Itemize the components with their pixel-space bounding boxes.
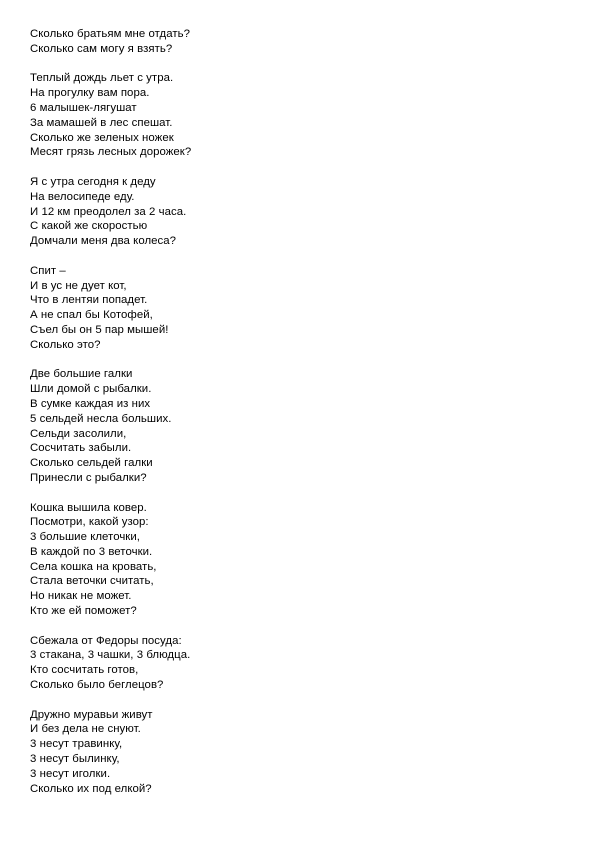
text-line: Домчали меня два колеса? [30,235,177,248]
stanza [30,71,570,160]
text-line: И без дела не снуют. [30,723,141,736]
text-line: В сумке каждая из них [30,397,151,410]
stanza [30,367,570,485]
text-line: Сбежала от Федоры посуда: [30,634,182,647]
text-line: Сельди засолили, [30,427,127,440]
text-line: Сколько сельдей галки [30,457,153,470]
text-line: На велосипеде еду. [30,190,135,203]
stanza [30,708,570,797]
text-line: Сколько их под елкой? [30,782,152,795]
stanza [30,27,570,57]
text-line: На прогулку вам пора. [30,87,150,100]
text-line: 6 малышек-лягушат [30,101,137,114]
text-line: Кошка вышила ковер. [30,501,147,514]
text-line: И в ус не дует кот, [30,279,127,292]
text-line: Стала веточки считать, [30,575,154,588]
text-line: Дружно муравьи живут [30,708,153,721]
poem-text [30,27,570,811]
text-line: 3 несут иголки. [30,767,111,780]
text-line: Сколько братьям мне отдать? [30,28,190,40]
text-line: Сколько это? [30,338,101,351]
text-line: Сколько же зеленых ножек [30,131,174,144]
text-line: Что в лентяи попадет. [30,294,148,307]
text-line: Месят грязь лесных дорожек? [30,146,192,159]
text-line: 3 стакана, 3 чашки, 3 блюдца. [30,649,191,662]
text-line: 5 сельдей несла больших. [30,412,172,425]
text-line: Сколько было беглецов? [30,679,164,692]
text-line: Съел бы он 5 пар мышей! [30,323,169,336]
text-line: Шли домой с рыбалки. [30,383,152,396]
text-line: 3 несут травинку, [30,738,123,751]
stanza [30,175,570,249]
text-line: Села кошка на кровать, [30,560,157,573]
text-line: Кто же ей поможет? [30,605,137,618]
text-line: В каждой по 3 веточки. [30,545,153,558]
text-line: 3 большие клеточки, [30,531,140,544]
text-line: И 12 км преодолел за 2 часа. [30,205,187,218]
text-line: Посмотри, какой узор: [30,516,149,529]
text-line: Но никак не может. [30,590,132,603]
text-line: Сколько сам могу я взять? [30,42,173,55]
text-line: Я с утра сегодня к деду [30,175,156,188]
stanza [30,501,570,619]
text-line: Принесли с рыбалки? [30,471,147,484]
text-line: 3 несут былинку, [30,753,120,766]
stanza [30,634,570,693]
text-line: А не спал бы Котофей, [30,309,153,322]
text-line: Две большие галки [30,368,133,381]
text-line: Кто сосчитать готов, [30,664,139,677]
stanza [30,264,570,353]
text-line: Сосчитать забыли. [30,442,132,455]
text-line: Теплый дождь льет с утра. [30,72,174,85]
text-line: За мамашей в лес спешат. [30,116,173,129]
text-line: Спит – [30,264,66,277]
text-line: С какой же скоростью [30,220,148,233]
